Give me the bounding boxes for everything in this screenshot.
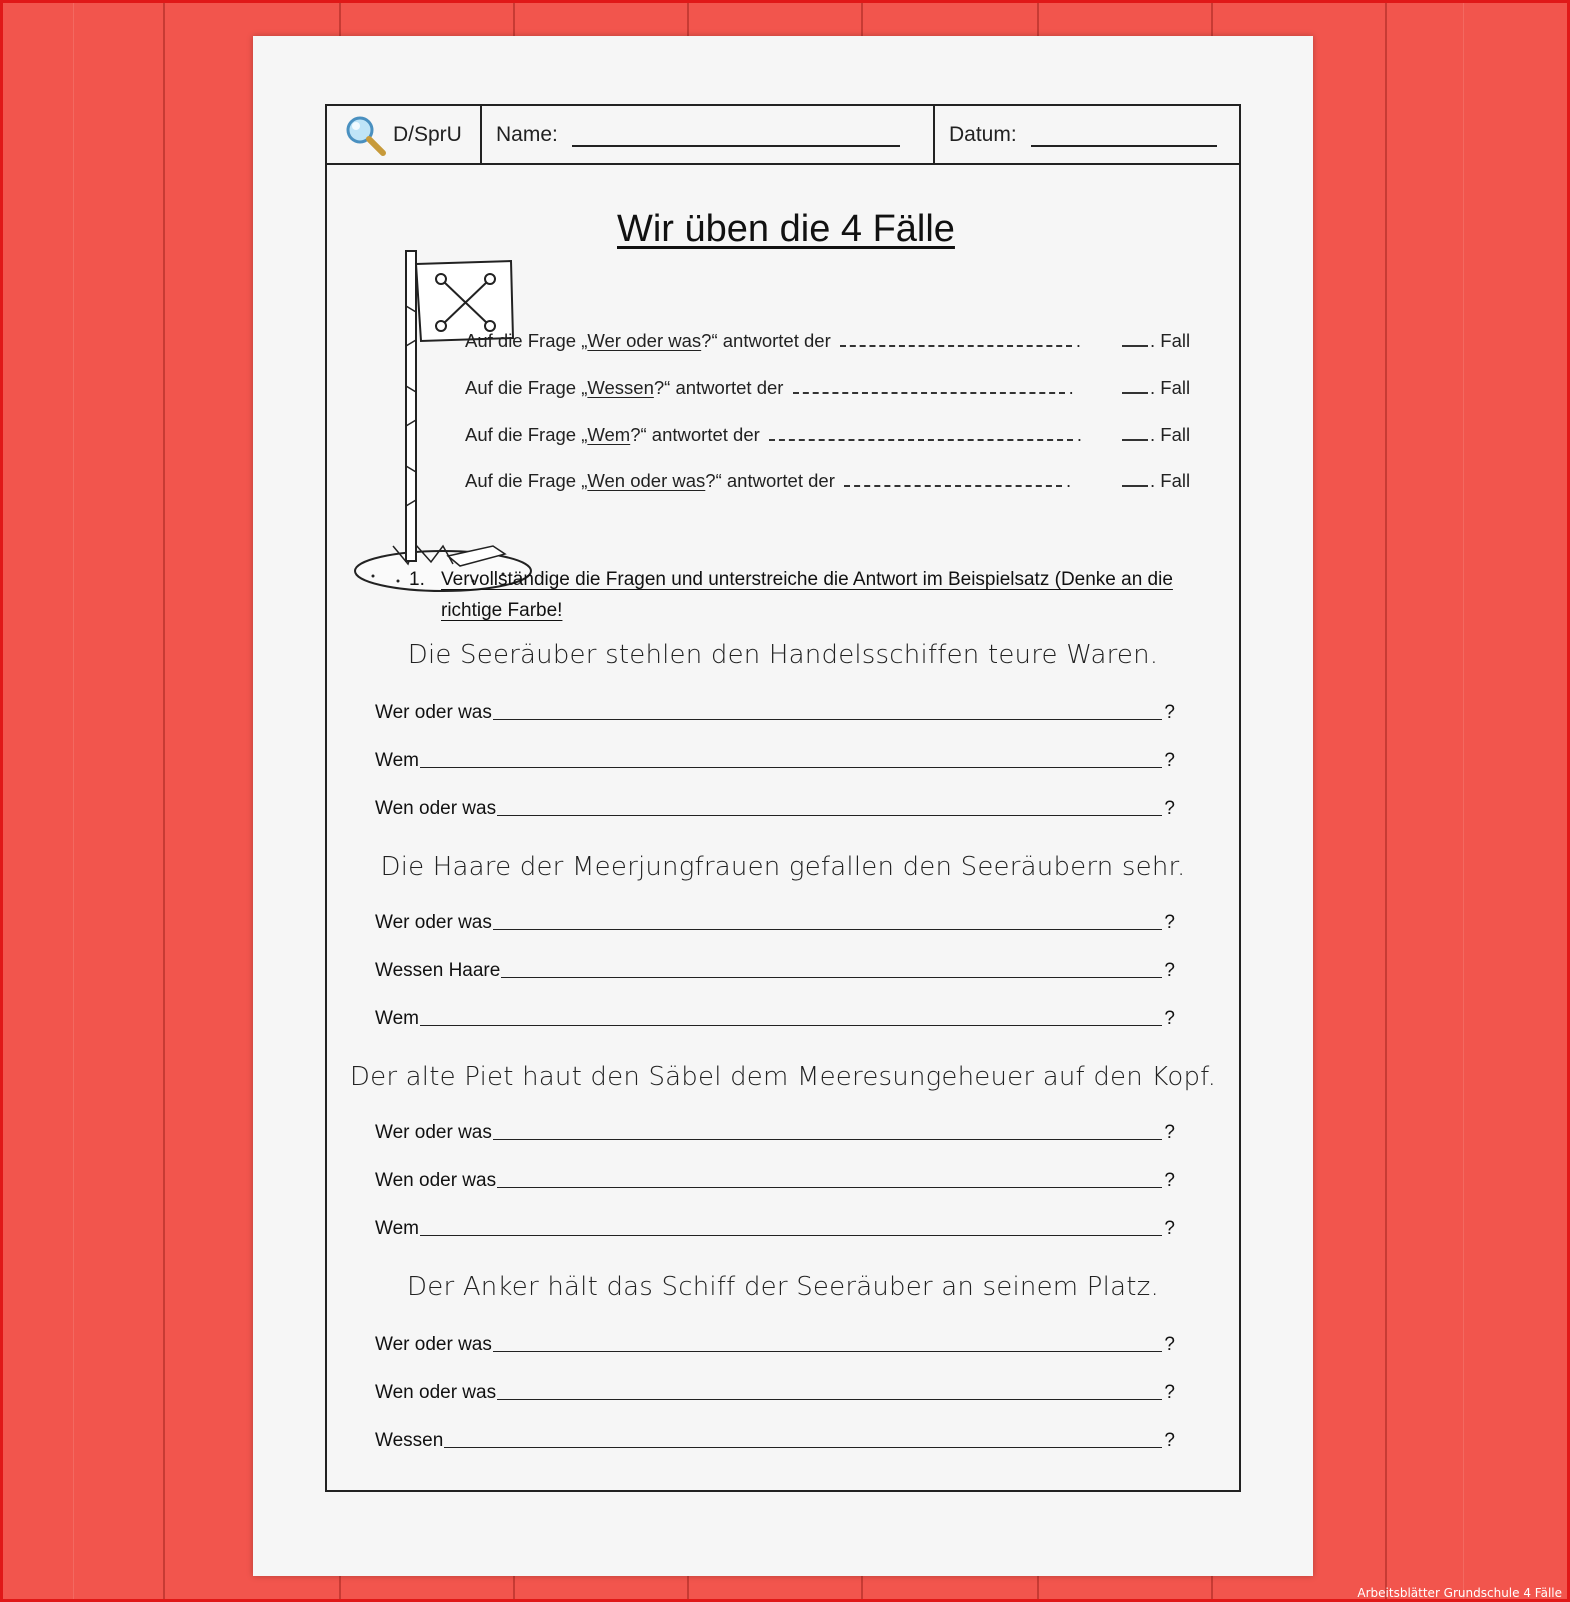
name-cell: [482, 106, 935, 163]
example-sentence-2: Die Haare der Meerjungfrauen gefallen den Seeräubern sehr.: [380, 852, 1186, 882]
page-title: Wir üben die 4 Fälle: [617, 208, 955, 250]
task-text: Vervollständige die Fragen und unterstreiche die Antwort im Beispielsatz (Denke an die richtige Farbe!: [441, 569, 1173, 621]
question-line[interactable]: Wer oder was ?: [375, 1334, 1175, 1355]
question-line[interactable]: Wessen ?: [375, 1430, 1175, 1451]
question-line[interactable]: Wem ?: [375, 1218, 1175, 1239]
rule-line-1: Auf die Frage „Wer oder was?“ antwortet der .: [465, 330, 1082, 351]
name-field[interactable]: [572, 123, 900, 147]
answer-blank[interactable]: [793, 378, 1065, 394]
question-line[interactable]: Wer oder was ?: [375, 912, 1175, 933]
answer-blank[interactable]: [844, 471, 1062, 487]
fall-blank-4[interactable]: . Fall: [1122, 470, 1190, 492]
task-number: 1.: [409, 569, 425, 590]
fall-blank-1[interactable]: . Fall: [1122, 330, 1190, 352]
fall-blank-2[interactable]: . Fall: [1122, 377, 1190, 399]
rule-line-3: Auf die Frage „Wem?“ antwortet der .: [465, 424, 1083, 445]
magnifier-icon: [343, 113, 387, 157]
date-label: Datum:: [949, 122, 1017, 146]
question-line[interactable]: Wem ?: [375, 1008, 1175, 1029]
task-instruction: [409, 564, 1199, 626]
example-sentence-1: Die Seeräuber stehlen den Handelsschiffen teure Waren.: [407, 640, 1159, 670]
worksheet-page: [253, 36, 1313, 1576]
question-line[interactable]: Wem ?: [375, 750, 1175, 771]
question-line[interactable]: Wessen Haare ?: [375, 960, 1175, 981]
subject-cell: [327, 106, 482, 163]
footer-caption: Arbeitsblätter Grundschule 4 Fälle: [1357, 1586, 1562, 1600]
date-field[interactable]: [1031, 123, 1217, 147]
name-label: Name:: [496, 122, 558, 146]
question-line[interactable]: Wer oder was ?: [375, 702, 1175, 723]
question-line[interactable]: Wen oder was ?: [375, 1170, 1175, 1191]
question-line[interactable]: Wen oder was ?: [375, 798, 1175, 819]
example-sentence-3: Der alte Piet haut den Säbel dem Meeresungeheuer auf den Kopf.: [349, 1062, 1217, 1092]
answer-blank[interactable]: [840, 331, 1072, 347]
rule-line-2: Auf die Frage „Wessen?“ antwortet der .: [465, 377, 1074, 398]
pirate-flag-illustration: [353, 246, 543, 596]
answer-blank[interactable]: [769, 425, 1073, 441]
subject-label: D/SprU: [393, 122, 462, 146]
example-sentence-4: Der Anker hält das Schiff der Seeräuber an seinem Platz.: [407, 1272, 1159, 1302]
worksheet-header: [327, 106, 1239, 165]
date-cell: [935, 106, 1239, 163]
rule-line-4: Auf die Frage „Wen oder was?“ antwortet der .: [465, 470, 1072, 491]
worksheet-frame: [325, 104, 1241, 1492]
question-line[interactable]: Wer oder was ?: [375, 1122, 1175, 1143]
question-line[interactable]: Wen oder was ?: [375, 1382, 1175, 1403]
fall-blank-3[interactable]: . Fall: [1122, 424, 1190, 446]
